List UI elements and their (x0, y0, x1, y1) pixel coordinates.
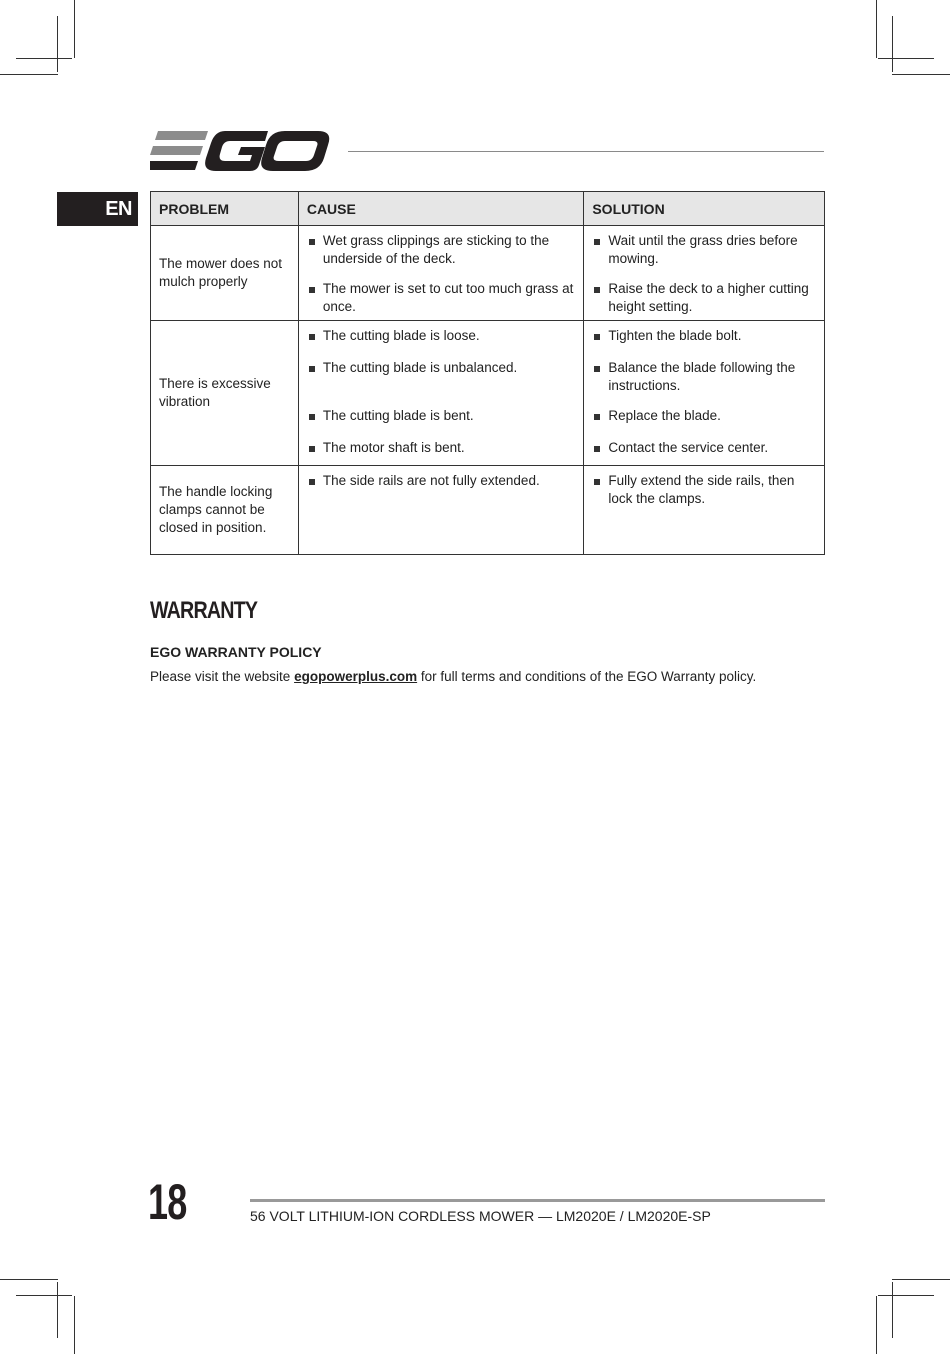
crop-mark (16, 58, 72, 59)
table-row (151, 321, 825, 466)
crop-mark (878, 1295, 934, 1296)
warranty-policy-text (150, 669, 756, 684)
website-link[interactable]: egopowerplus.com (294, 669, 418, 684)
solution-list (584, 321, 824, 457)
crop-mark (57, 1282, 58, 1338)
table-row (151, 226, 825, 321)
solution-item: Wait until the grass dries before mowing. (608, 232, 816, 268)
crop-mark (878, 58, 934, 59)
cause-item: The mower is set to cut too much grass at once. (322, 281, 574, 314)
footer-rule (250, 1199, 825, 1202)
page-number: 18 (148, 1174, 187, 1230)
problem-cell: The mower does not mulch properly (159, 256, 283, 289)
ego-logo (150, 131, 332, 171)
solution-item: Fully extend the side rails, then lock the clamps. (608, 472, 816, 508)
header-rule (348, 151, 824, 152)
crop-mark (74, 1296, 75, 1354)
warranty-heading: WARRANTY (150, 597, 258, 624)
table-row (151, 466, 825, 555)
header-solution: SOLUTION (584, 192, 825, 226)
crop-mark (57, 16, 58, 72)
crop-mark (876, 1296, 877, 1354)
cause-item: The motor shaft is bent. (323, 439, 576, 457)
cause-item: The cutting blade is bent. (323, 407, 576, 425)
problem-cell: The handle locking clamps cannot be closed in position. (159, 484, 273, 535)
table-header-row (151, 192, 825, 226)
warranty-policy-title: EGO WARRANTY POLICY (150, 644, 322, 660)
cause-item: The side rails are not fully extended. (323, 472, 576, 490)
crop-mark (876, 0, 877, 58)
header-problem: PROBLEM (151, 192, 299, 226)
solution-item: Replace the blade. (608, 407, 816, 425)
footer-text: 56 VOLT LITHIUM-ION CORDLESS MOWER — LM2020E / LM2020E-SP (250, 1208, 711, 1224)
solution-item: Contact the service center. (608, 439, 816, 457)
solution-item: Raise the deck to a higher cutting height setting. (608, 280, 816, 316)
crop-mark (16, 1295, 72, 1296)
crop-mark (0, 74, 58, 75)
cause-item: The cutting blade is loose. (323, 327, 576, 345)
cause-list (299, 466, 584, 490)
cause-list (299, 226, 584, 316)
cause-list (299, 321, 584, 457)
crop-mark (892, 1279, 950, 1280)
policy-text-after: for full terms and conditions of the EGO Warranty policy. (417, 669, 757, 684)
solution-item: Balance the blade following the instructions. (608, 359, 816, 395)
crop-mark (892, 16, 893, 72)
crop-mark (892, 74, 950, 75)
solution-list (584, 226, 824, 316)
language-tab: EN (57, 192, 138, 226)
crop-mark (74, 0, 75, 58)
problem-cell: There is excessive vibration (159, 376, 271, 409)
solution-list (584, 466, 824, 508)
crop-mark (0, 1279, 58, 1280)
troubleshooting-table (150, 191, 825, 555)
header-cause: CAUSE (298, 192, 584, 226)
policy-text-before: Please visit the website (150, 669, 295, 684)
crop-mark (892, 1282, 893, 1338)
cause-item: The cutting blade is unbalanced. (323, 359, 576, 377)
cause-item: Wet grass clippings are sticking to the underside of the deck. (323, 232, 576, 268)
solution-item: Tighten the blade bolt. (608, 327, 816, 345)
